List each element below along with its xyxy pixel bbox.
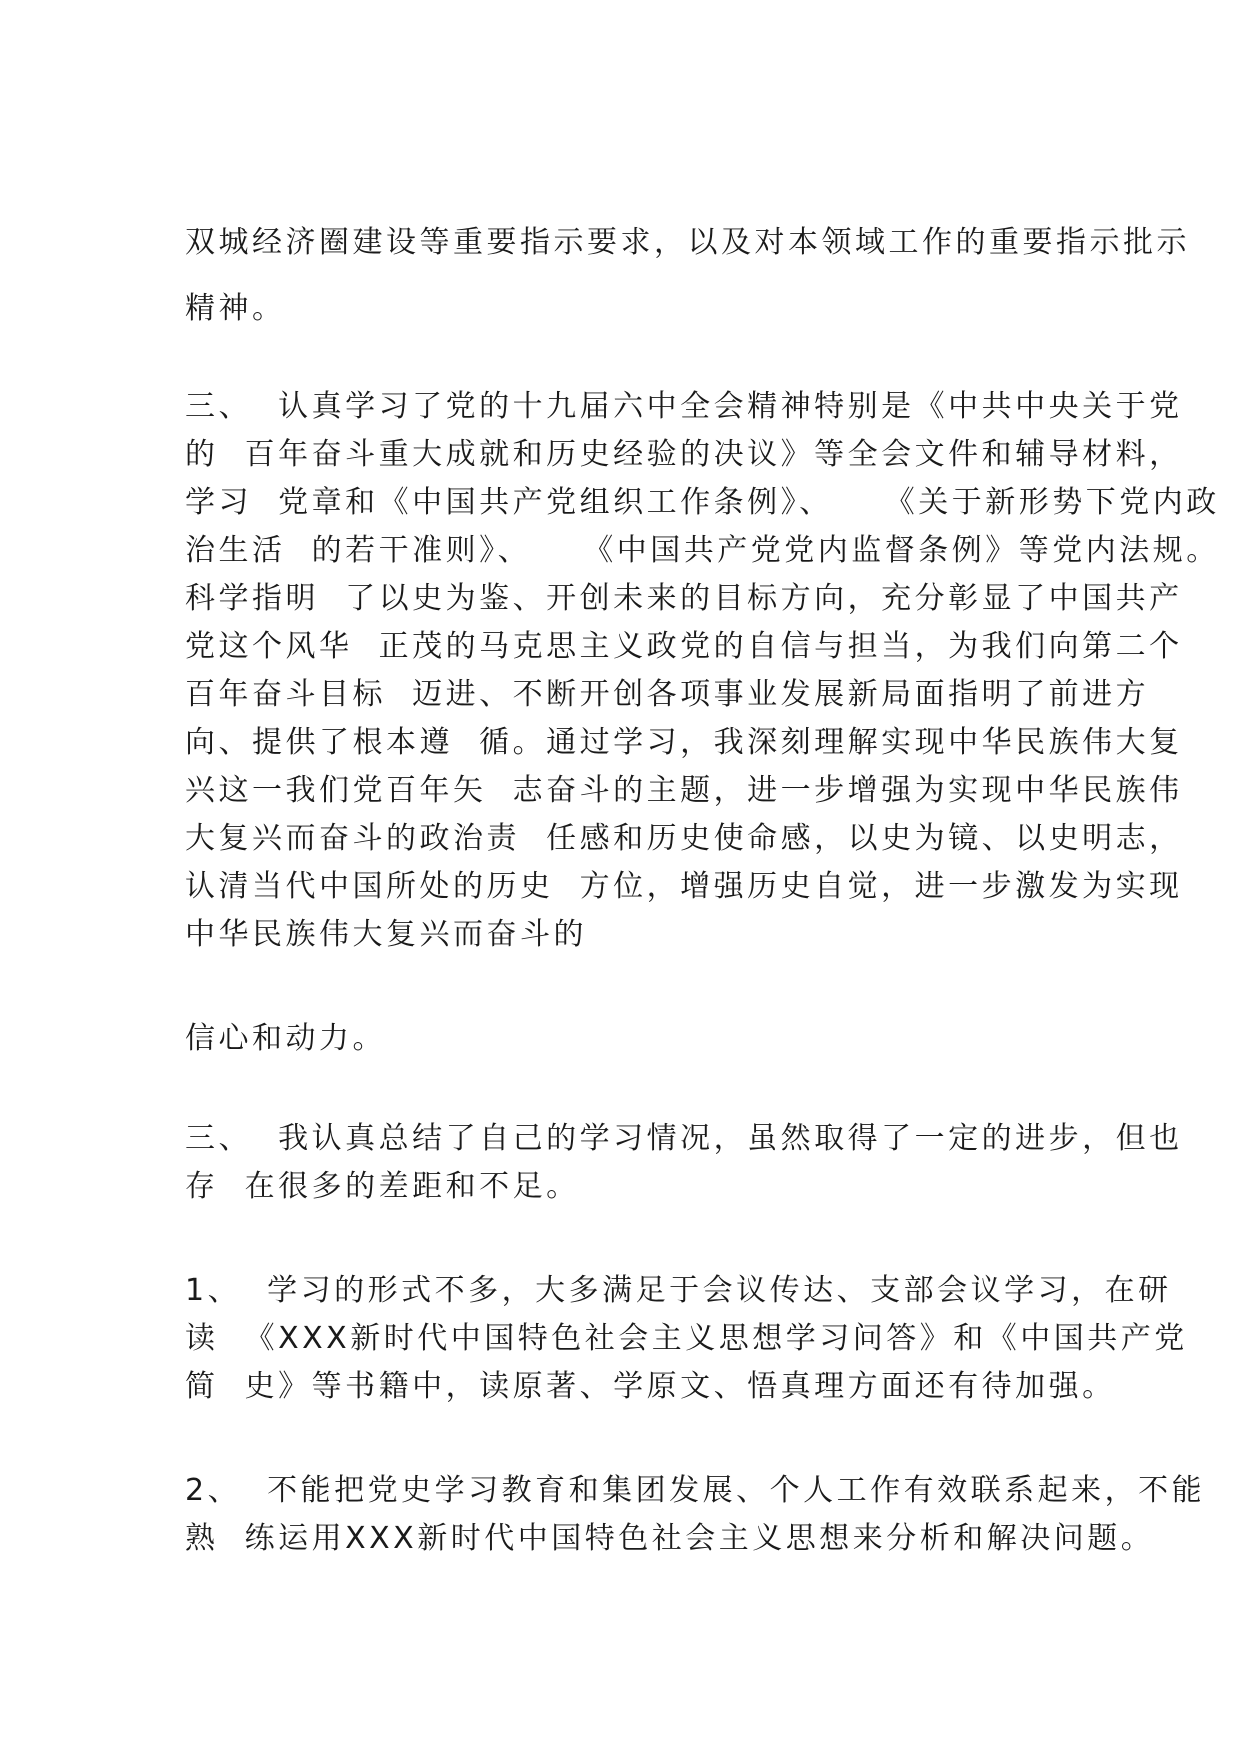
text-line: 的 百年奋斗重大成就和历史经验的决议》等全会文件和辅导材料，	[185, 437, 1183, 472]
text-line: 学习 党章和《中国共产党组织工作条例》、 《关于新形势下党内政	[185, 485, 1220, 520]
text-line: 熟 练运用XXX新时代中国特色社会主义思想来分析和解决问题。	[185, 1521, 1155, 1556]
text-line: 治生活 的若干准则》、 《中国共产党党内监督条例》等党内法规。	[185, 533, 1220, 568]
text-line: 大复兴而奋斗的政治责 任感和历史使命感，以史为镜、以史明志，	[185, 821, 1183, 856]
list-item-line: 1、 学习的形式不多，大多满足于会议传达、支部会议学习，在研	[185, 1273, 1172, 1308]
text-line: 认清当代中国所处的历史 方位，增强历史自觉，进一步激发为实现	[185, 869, 1183, 904]
text-line: 双城经济圈建设等重要指示要求，以及对本领域工作的重要指示批示	[185, 225, 1190, 260]
text-line: 党这个风华 正茂的马克思主义政党的自信与担当，为我们向第二个	[185, 629, 1183, 664]
text-line: 精神。	[185, 291, 286, 326]
section-heading-line: 三、 我认真总结了自己的学习情况，虽然取得了一定的进步，但也	[185, 1121, 1183, 1156]
text-line: 百年奋斗目标 迈进、不断开创各项事业发展新局面指明了前进方	[185, 677, 1150, 712]
text-line: 兴这一我们党百年矢 志奋斗的主题，进一步增强为实现中华民族伟	[185, 773, 1183, 808]
text-line: 科学指明 了以史为鉴、开创未来的目标方向，充分彰显了中国共产	[185, 581, 1183, 616]
section-heading-line: 三、 认真学习了党的十九届六中全会精神特别是《中共中央关于党	[185, 389, 1183, 424]
text-line: 中华民族伟大复兴而奋斗的	[185, 917, 587, 952]
text-line: 简 史》等书籍中，读原著、学原文、悟真理方面还有待加强。	[185, 1369, 1116, 1404]
text-line: 向、提供了根本遵 循。通过学习，我深刻理解实现中华民族伟大复	[185, 725, 1183, 760]
text-line: 信心和动力。	[185, 1021, 386, 1056]
list-item-line: 2、 不能把党史学习教育和集团发展、个人工作有效联系起来，不能	[185, 1473, 1206, 1508]
text-line: 存 在很多的差距和不足。	[185, 1169, 580, 1204]
text-line: 读 《XXX新时代中国特色社会主义思想学习问答》和《中国共产党	[185, 1321, 1188, 1356]
